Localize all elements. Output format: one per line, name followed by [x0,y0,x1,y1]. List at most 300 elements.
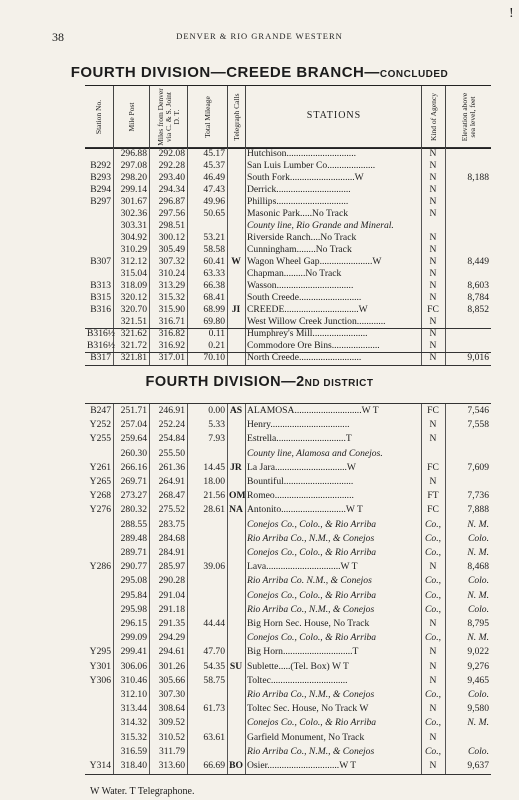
running-head: DENVER & RIO GRANDE WESTERN [176,31,343,41]
cell-el: Colo. [467,532,489,544]
table-row [85,745,491,759]
table-row [85,489,491,503]
footnote: W Water. T Telegraphone. [90,786,195,797]
station-name: Masonic Park.....No Track [247,208,348,219]
cell-tm: 0.11 [208,328,225,339]
table-row [85,660,491,674]
cell-no: B294 [90,184,111,195]
cell-tm: 70.10 [203,352,225,363]
cell-no: B317 [90,352,111,363]
station-name: South Fork...........................W [247,172,364,183]
cell-ag: N [429,208,437,219]
table-row [85,475,491,489]
cell-ag: N [429,340,437,351]
cell-tm: 47.43 [203,184,225,195]
cell-el: 9,276 [467,660,489,672]
cell-tm: 0.00 [208,405,225,416]
cell-ag: N [429,160,437,171]
cell-tm: 45.17 [203,148,225,159]
creede-branch-table [85,147,491,365]
station-name: Sublette.....(Tel. Box) W T [247,660,349,672]
cell-tm: 66.38 [203,280,225,291]
table-row [85,688,491,702]
cell-no: Y252 [89,419,111,431]
section-title-suffix: CONCLUDED [379,69,449,80]
table-row [85,447,491,461]
cell-no: B316 [90,304,111,315]
cell-no: Y255 [89,433,111,445]
station-name: Humphrey's Mill....................... [247,328,368,339]
cell-el: 7,546 [467,405,489,416]
cell-mp: 306.06 [120,660,147,672]
table-row [85,160,491,172]
cell-md: 296.87 [158,196,185,207]
cell-call: JR [230,461,242,473]
station-name: Commodore Ore Bins.................... [247,340,380,351]
cell-mp: 299.14 [120,184,147,195]
cell-md: 294.29 [158,632,185,644]
station-name: Estrella.............................T [247,433,352,445]
cell-mp: 266.16 [120,461,147,473]
cell-mp: 321.62 [120,328,147,339]
cell-mp: 298.20 [120,172,147,183]
cell-md: 285.97 [158,561,185,573]
cell-md: 316.92 [158,340,185,351]
cell-ag: N [429,172,437,183]
cell-tm: 69.80 [203,316,225,327]
cell-mp: 318.09 [120,280,147,291]
cell-ag: FT [427,490,439,502]
cell-mp: 273.27 [120,490,147,502]
table-row [85,603,491,617]
cell-mp: 295.08 [120,575,147,587]
table-row [85,716,491,730]
cell-tm: 58.58 [203,244,225,255]
cell-tm: 39.06 [203,561,225,573]
cell-ag: N [429,731,437,743]
cell-ag: N [429,760,437,771]
cell-tm: 63.61 [203,731,225,743]
section-title-main: FOURTH DIVISION—2 [145,374,305,390]
column-header-label: Miles from Denver via C. & S. Joint D. T. [156,88,181,146]
cell-el: 9,016 [467,352,489,363]
cell-ag: FC [427,504,439,516]
station-name: Rio Arriba Co., N.M., & Conejos [247,532,375,544]
section-title-2nd-district [0,374,519,390]
cell-ag: Co., [425,717,441,729]
cell-call: SU [229,660,243,672]
cell-el: 8,784 [467,292,489,303]
cell-mp: 296.88 [120,148,147,159]
cell-tm: 5.33 [208,419,225,431]
cell-md: 301.26 [158,660,185,672]
cell-mp: 259.64 [120,433,147,445]
table-header [85,85,491,149]
cell-el: 9,637 [467,760,489,771]
table-row [85,574,491,588]
station-name: Antonito...........................W T [247,504,363,516]
cell-ag: N [429,292,437,303]
cell-md: 308.64 [158,703,185,715]
cell-tm: 0.21 [208,340,225,351]
cell-mp: 289.71 [120,547,147,558]
cell-mp: 299.41 [120,646,147,658]
cell-mp: 312.10 [120,689,147,700]
station-name: Henry................................. [247,419,350,431]
cell-md: 305.66 [158,674,185,686]
cell-mp: 320.12 [120,292,147,303]
cell-ag: Co., [425,547,441,558]
cell-mp: 290.77 [120,561,147,573]
column-header-label: Mile Post [127,102,136,132]
table-row [85,244,491,256]
cell-tm: 60.41 [203,256,225,267]
cell-no: B316½ [87,328,115,339]
cell-ag: N [429,646,437,658]
cell-no: Y306 [89,674,111,686]
station-name: County line, Alamosa and Conejos. [247,447,383,459]
cell-el: N. M. [467,547,489,558]
table-row [85,589,491,603]
station-name: Garfield Monument, No Track [247,731,365,743]
cell-ag: N [429,561,437,573]
station-name: Rio Arriba Co., N.M., & Conejos [247,745,375,757]
section-title-creede-branch [0,64,519,81]
cell-md: 310.52 [158,731,185,743]
station-name: Romeo................................. [247,490,354,502]
cell-no: B315 [90,292,111,303]
cell-md: 255.50 [158,447,185,459]
group-rule [85,328,491,329]
station-name: La Jara..............................W [247,461,356,473]
table-row [85,432,491,446]
station-name: Derrick............................... [247,184,351,195]
station-name: South Creede.......................... [247,292,362,303]
cell-mp: 312.12 [120,256,147,267]
cell-ag: N [429,433,437,445]
cell-tm: 14.45 [203,461,225,473]
cell-el: Colo. [467,603,489,615]
cell-md: 292.28 [158,160,185,171]
cell-ag: N [429,268,437,279]
cell-md: 261.36 [158,461,185,473]
cell-call: JI [231,304,241,315]
cell-md: 311.79 [158,745,185,757]
cell-md: 297.56 [158,208,185,219]
cell-md: 316.71 [158,316,185,327]
cell-mp: 299.09 [120,632,147,644]
table-row [85,256,491,268]
column-header-label: Elevation above sea level, feet [460,92,477,142]
cell-tm: 18.00 [203,476,225,487]
cell-ag: N [429,352,437,363]
cell-call: AS [229,405,243,416]
station-name: Big Horn Sec. House, No Track [247,618,370,629]
cell-no: Y314 [89,760,111,771]
cell-ag: N [429,419,437,431]
station-name: Conejos Co., Colo., & Rio Arriba [247,547,377,558]
cell-el: 7,609 [467,461,489,473]
column-header-label: Kind of Agency [429,93,438,141]
station-name: ALAMOSA............................W T [247,405,379,416]
cell-mp: 269.71 [120,476,147,487]
cell-ag: Co., [425,689,441,700]
group-rule [85,352,491,353]
station-name: West Willow Creek Junction............ [247,316,386,327]
station-name: Hutchison............................. [247,148,356,159]
table-row [85,759,491,773]
cell-md: 284.91 [158,547,185,558]
cell-no: Y286 [89,561,111,573]
cell-el: 7,736 [467,490,489,502]
column-header [245,86,422,148]
cell-ag: FC [427,304,439,315]
cell-tm: 63.33 [203,268,225,279]
cell-tm: 54.35 [203,660,225,672]
cell-el: N. M. [467,717,489,729]
cell-md: 246.91 [158,405,185,416]
table-row [85,184,491,196]
cell-mp: 321.51 [120,316,147,327]
cell-md: 315.90 [158,304,185,315]
column-header [113,86,150,148]
cell-mp: 321.81 [120,352,147,363]
cell-mp: 289.48 [120,532,147,544]
cell-ag: N [429,148,437,159]
cell-ag: N [429,618,437,629]
cell-tm: 66.69 [203,760,225,771]
cell-md: 313.29 [158,280,185,291]
cell-mp: 302.36 [120,208,147,219]
table-row [85,196,491,208]
cell-ag: N [429,660,437,672]
table-row [85,546,491,560]
cell-mp: 296.15 [120,618,147,629]
cell-mp: 321.72 [120,340,147,351]
column-header-label: STATIONS [306,110,362,121]
column-header [421,86,446,148]
cell-mp: 320.70 [120,304,147,315]
column-header-label: Station No. [94,99,103,135]
cell-ag: N [429,280,437,291]
cell-tm: 58.75 [203,674,225,686]
station-name: Conejos Co., Colo., & Rio Arriba [247,518,377,530]
cell-tm: 61.73 [203,703,225,715]
table-row [85,280,491,292]
cell-ag: Co., [425,603,441,615]
cell-no: B297 [90,196,111,207]
cell-md: 292.08 [158,148,185,159]
cell-no: Y295 [89,646,111,658]
cell-no: B307 [90,256,111,267]
cell-no: B293 [90,172,111,183]
cell-md: 294.34 [158,184,185,195]
cell-md: 309.52 [158,717,185,729]
section-title-suffix: ND DISTRICT [304,378,374,389]
table-row [85,702,491,716]
cell-mp: 303.31 [120,220,147,231]
cell-no: Y265 [89,476,111,487]
cell-ag: N [429,674,437,686]
cell-tm: 68.99 [203,304,225,315]
cell-ag: N [429,316,437,327]
table-row [85,208,491,220]
column-header [227,86,246,148]
cell-mp: 318.40 [120,760,147,771]
column-header [85,86,113,148]
cell-mp: 295.98 [120,603,147,615]
station-name: County line, Rio Grande and Mineral. [247,220,394,231]
station-name: Bountiful............................. [247,476,354,487]
cell-ag: N [429,703,437,715]
table-row [85,617,491,631]
cell-ag: Co., [425,575,441,587]
cell-tm: 7.93 [208,433,225,445]
table-row [85,503,491,517]
cell-ag: N [429,244,437,255]
cell-el: 8,795 [467,618,489,629]
station-name: Conejos Co., Colo., & Rio Arriba [247,632,377,644]
station-name: Rio Arriba Co., N.M., & Conejos [247,689,375,700]
cell-mp: 304.92 [120,232,147,243]
cell-mp: 313.44 [120,703,147,715]
cell-tm: 50.65 [203,208,225,219]
cell-tm: 68.41 [203,292,225,303]
cell-call: OM [229,490,246,502]
station-name: Wasson................................ [247,280,354,291]
cell-el: 8,468 [467,561,489,573]
table-row [85,220,491,232]
station-name: Toltec Sec. House, No Track W [247,703,369,715]
cell-tm: 44.44 [203,618,225,629]
cell-mp: 314.32 [120,717,147,729]
column-header [445,86,492,148]
cell-el: Colo. [467,689,489,700]
table-row [85,518,491,532]
cell-el: 8,449 [467,256,489,267]
station-name: Rio Arriba Co., N.M., & Conejos [247,603,375,615]
station-name: North Creede.......................... [247,352,362,363]
cell-no: B316½ [87,340,115,351]
station-name: Lava...............................W T [247,561,358,573]
cell-mp: 288.55 [120,518,147,530]
table-rule [85,774,491,775]
cell-md: 307.30 [158,689,185,700]
table-row [85,560,491,574]
column-header [187,86,228,148]
cell-el: 9,022 [467,646,489,658]
second-district-table [85,403,491,774]
cell-el: 8,603 [467,280,489,291]
cell-md: 291.18 [158,603,185,615]
cell-ag: FC [427,461,439,473]
cell-no: B313 [90,280,111,291]
cell-md: 283.75 [158,518,185,530]
cell-el: 7,558 [467,419,489,431]
cell-md: 291.35 [158,618,185,629]
table-row [85,172,491,184]
station-name: CREEDE...............................W [247,304,368,315]
cell-mp: 310.29 [120,244,147,255]
cell-no: Y301 [89,660,111,672]
cell-tm: 45.37 [203,160,225,171]
cell-no: Y268 [89,490,111,502]
cell-no: B247 [90,405,111,416]
station-name: Wagon Wheel Gap......................W [247,256,382,267]
cell-md: 290.28 [158,575,185,587]
cell-ag: Co., [425,589,441,601]
cell-call: BO [229,760,243,771]
cell-ag: FC [427,405,439,416]
cell-mp: 315.32 [120,731,147,743]
cell-tm: 49.96 [203,196,225,207]
section-title-main: FOURTH DIVISION—CREEDE BRANCH— [70,64,380,81]
cell-tm: 28.61 [203,504,225,516]
cell-md: 268.47 [158,490,185,502]
table-row [85,461,491,475]
cell-mp: 310.46 [120,674,147,686]
cell-tm: 47.70 [203,646,225,658]
table-row [85,532,491,546]
cell-md: 252.24 [158,419,185,431]
cell-md: 264.91 [158,476,185,487]
cell-mp: 257.04 [120,419,147,431]
cell-md: 305.49 [158,244,185,255]
cell-mp: 315.04 [120,268,147,279]
cell-md: 254.84 [158,433,185,445]
table-row [85,304,491,316]
column-header-label: Telegraph Calls [232,93,241,141]
table-row [85,404,491,418]
cell-el: 9,580 [467,703,489,715]
table-row [85,674,491,688]
cell-md: 315.32 [158,292,185,303]
station-name: Conejos Co., Colo., & Rio Arriba [247,589,377,601]
cell-md: 316.82 [158,328,185,339]
station-name: Conejos Co., Colo., & Rio Arriba [247,717,377,729]
table-row [85,731,491,745]
cell-el: 7,888 [467,504,489,516]
table-row [85,352,491,364]
cell-mp: 280.32 [120,504,147,516]
cell-md: 310.24 [158,268,185,279]
station-name: Phillips.............................. [247,196,349,207]
cell-ag: N [429,184,437,195]
cell-el: 9,465 [467,674,489,686]
cell-mp: 251.71 [120,405,147,416]
cell-no: Y276 [89,504,111,516]
station-name: Rio Arriba Co. N.M., & Conejos [247,575,372,587]
table-row [85,418,491,432]
cell-mp: 260.30 [120,447,147,459]
page-number: 38 [52,30,64,44]
cell-ag: N [429,232,437,243]
cell-ag: N [429,256,437,267]
station-name: Big Horn.............................T [247,646,359,658]
cell-tm: 46.49 [203,172,225,183]
cell-ag: Co., [425,632,441,644]
cell-md: 275.52 [158,504,185,516]
station-name: Chapman.........No Track [247,268,342,279]
table-row [85,148,491,160]
table-row [85,340,491,352]
table-row [85,268,491,280]
cell-el: N. M. [467,518,489,530]
cell-ag: N [429,328,437,339]
cell-no: Y261 [89,461,111,473]
table-row [85,316,491,328]
table-row [85,645,491,659]
